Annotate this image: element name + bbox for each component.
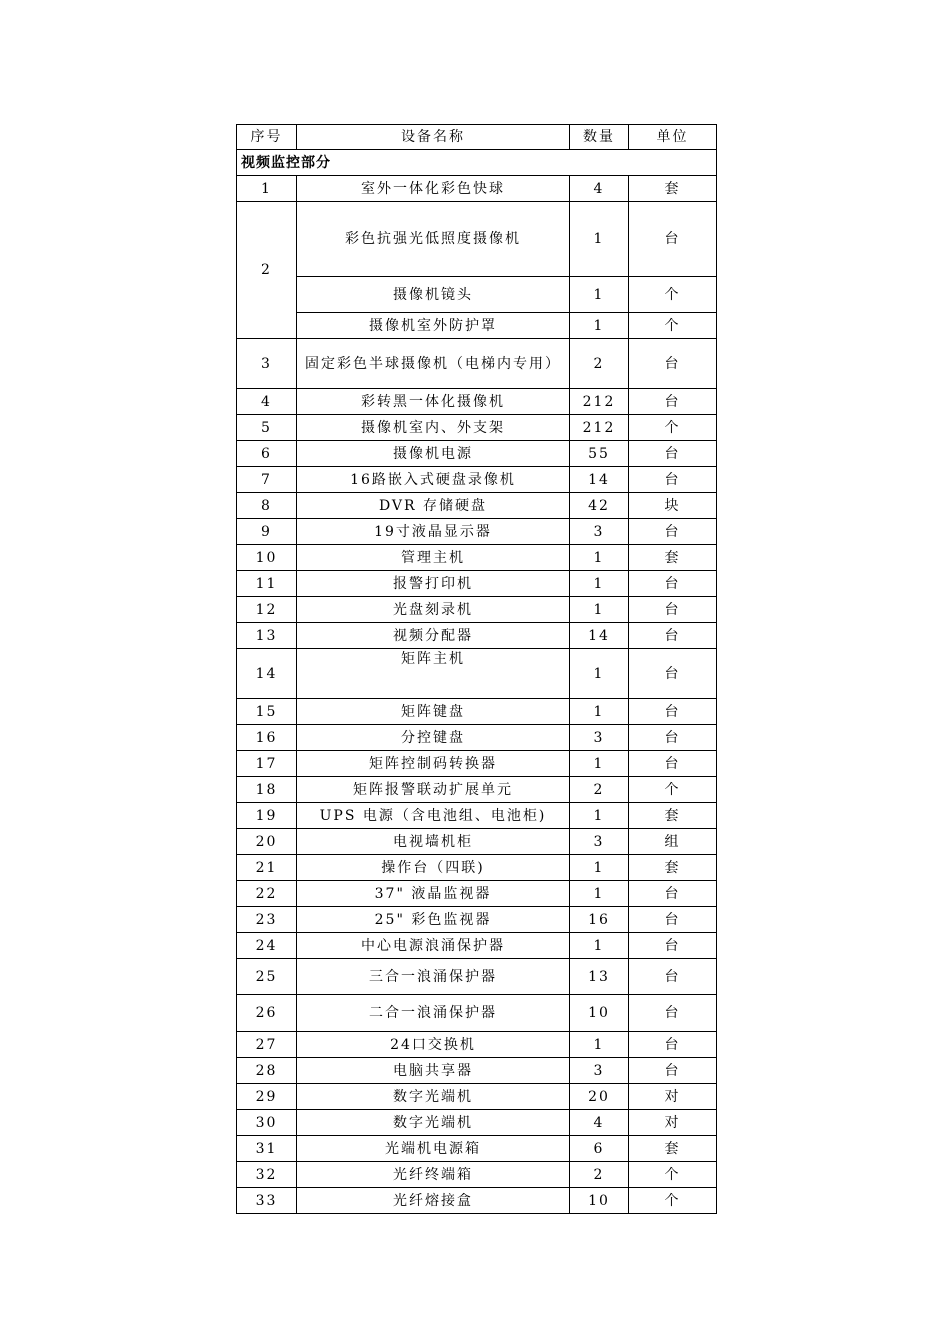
cell-no: 31 [237,1136,297,1162]
cell-name: 37" 液晶监视器 [297,881,570,907]
table-row [237,1084,717,1110]
cell-no: 6 [237,441,297,467]
cell-no: 28 [237,1058,297,1084]
cell-unit: 台 [629,959,717,995]
cell-name: 电脑共享器 [297,1058,570,1084]
table-row [237,1058,717,1084]
table-row [237,623,717,649]
cell-unit: 组 [629,829,717,855]
cell-no: 27 [237,1032,297,1058]
table-row [237,313,717,339]
cell-no: 21 [237,855,297,881]
cell-unit: 对 [629,1110,717,1136]
table-row [237,933,717,959]
cell-qty: 1 [570,571,629,597]
cell-qty: 1 [570,881,629,907]
cell-no: 19 [237,803,297,829]
cell-qty: 4 [570,176,629,202]
cell-unit: 套 [629,803,717,829]
cell-qty: 10 [570,1188,629,1214]
table-row [237,881,717,907]
cell-no: 33 [237,1188,297,1214]
cell-qty: 1 [570,1032,629,1058]
cell-no: 5 [237,415,297,441]
cell-no: 23 [237,907,297,933]
cell-qty: 1 [570,751,629,777]
header-name: 设备名称 [297,125,570,150]
cell-unit: 块 [629,493,717,519]
table-row [237,777,717,803]
table-row [237,1110,717,1136]
cell-qty: 14 [570,467,629,493]
table-row [237,803,717,829]
cell-qty: 10 [570,995,629,1032]
cell-unit: 台 [629,623,717,649]
cell-name: 分控键盘 [297,725,570,751]
cell-name: 16路嵌入式硬盘录像机 [297,467,570,493]
cell-no: 29 [237,1084,297,1110]
table-row [237,725,717,751]
cell-qty: 1 [570,803,629,829]
cell-qty: 212 [570,415,629,441]
cell-unit: 台 [629,571,717,597]
cell-qty: 3 [570,829,629,855]
cell-name: 二合一浪涌保护器 [297,995,570,1032]
cell-name: 矩阵控制码转换器 [297,751,570,777]
cell-no: 17 [237,751,297,777]
cell-unit: 个 [629,277,717,313]
cell-no: 32 [237,1162,297,1188]
cell-name: 室外一体化彩色快球 [297,176,570,202]
table-row [237,1188,717,1214]
cell-unit: 个 [629,1188,717,1214]
cell-unit: 台 [629,467,717,493]
cell-unit: 个 [629,313,717,339]
cell-unit: 个 [629,777,717,803]
cell-name: 摄像机电源 [297,441,570,467]
cell-no: 30 [237,1110,297,1136]
cell-unit: 套 [629,545,717,571]
cell-unit: 台 [629,649,717,699]
cell-qty: 1 [570,649,629,699]
cell-unit: 台 [629,725,717,751]
cell-name: 矩阵主机 [297,649,570,699]
cell-no: 8 [237,493,297,519]
cell-unit: 台 [629,519,717,545]
cell-qty: 212 [570,389,629,415]
cell-name: 彩色抗强光低照度摄像机 [297,202,570,277]
cell-name: 矩阵键盘 [297,699,570,725]
cell-unit: 台 [629,699,717,725]
cell-name: 摄像机室内、外支架 [297,415,570,441]
cell-unit: 台 [629,907,717,933]
cell-qty: 55 [570,441,629,467]
cell-qty: 3 [570,519,629,545]
cell-name: 报警打印机 [297,571,570,597]
cell-name: 光端机电源箱 [297,1136,570,1162]
cell-qty: 42 [570,493,629,519]
cell-unit: 套 [629,855,717,881]
cell-unit: 个 [629,1162,717,1188]
cell-unit: 台 [629,881,717,907]
table-row [237,441,717,467]
cell-name: 中心电源浪涌保护器 [297,933,570,959]
table-row [237,907,717,933]
cell-name: 摄像机镜头 [297,277,570,313]
table-row [237,545,717,571]
cell-name: 矩阵报警联动扩展单元 [297,777,570,803]
table-row [237,277,717,313]
cell-qty: 2 [570,777,629,803]
cell-name: 光盘刻录机 [297,597,570,623]
cell-name: 三合一浪涌保护器 [297,959,570,995]
cell-qty: 1 [570,277,629,313]
cell-name: 数字光端机 [297,1110,570,1136]
cell-unit: 台 [629,1058,717,1084]
table-row [237,339,717,389]
table-header-row [237,125,717,150]
cell-name: DVR 存储硬盘 [297,493,570,519]
cell-qty: 1 [570,313,629,339]
table-row [237,855,717,881]
cell-qty: 4 [570,1110,629,1136]
cell-unit: 台 [629,202,717,277]
cell-name: 19寸液晶显示器 [297,519,570,545]
cell-qty: 6 [570,1136,629,1162]
cell-no: 25 [237,959,297,995]
cell-qty: 3 [570,1058,629,1084]
table-row [237,1136,717,1162]
table-row [237,519,717,545]
cell-qty: 1 [570,545,629,571]
table-row [237,699,717,725]
table-row [237,1162,717,1188]
table-row [237,467,717,493]
cell-no: 24 [237,933,297,959]
cell-qty: 20 [570,1084,629,1110]
cell-no: 12 [237,597,297,623]
table-row [237,1032,717,1058]
cell-name: 操作台（四联) [297,855,570,881]
table-body [237,176,717,1214]
cell-name: 数字光端机 [297,1084,570,1110]
cell-qty: 13 [570,959,629,995]
cell-unit: 台 [629,389,717,415]
cell-name: 25" 彩色监视器 [297,907,570,933]
cell-qty: 1 [570,699,629,725]
table-row [237,597,717,623]
equipment-table [236,124,717,1214]
cell-no: 13 [237,623,297,649]
table-row [237,571,717,597]
cell-no: 4 [237,389,297,415]
cell-unit: 台 [629,441,717,467]
table-row [237,389,717,415]
cell-name: 摄像机室外防护罩 [297,313,570,339]
cell-unit: 个 [629,415,717,441]
cell-name: 24口交换机 [297,1032,570,1058]
cell-no: 1 [237,176,297,202]
cell-no: 7 [237,467,297,493]
cell-unit: 套 [629,1136,717,1162]
cell-unit: 台 [629,933,717,959]
table-row [237,176,717,202]
cell-qty: 16 [570,907,629,933]
cell-qty: 1 [570,202,629,277]
section-title: 视频监控部分 [237,150,717,176]
header-unit: 单位 [629,125,717,150]
cell-unit: 台 [629,995,717,1032]
table-row [237,649,717,699]
cell-name: 光纤终端箱 [297,1162,570,1188]
cell-no: 3 [237,339,297,389]
cell-no: 26 [237,995,297,1032]
cell-name: 彩转黑一体化摄像机 [297,389,570,415]
table-row [237,751,717,777]
cell-no: 15 [237,699,297,725]
header-no: 序号 [237,125,297,150]
table-row [237,959,717,995]
cell-name: 管理主机 [297,545,570,571]
cell-no: 9 [237,519,297,545]
cell-qty: 1 [570,933,629,959]
cell-unit: 台 [629,751,717,777]
cell-unit: 台 [629,1032,717,1058]
cell-unit: 对 [629,1084,717,1110]
cell-no: 11 [237,571,297,597]
cell-name: 固定彩色半球摄像机（电梯内专用） [297,339,570,389]
cell-qty: 14 [570,623,629,649]
table-row [237,995,717,1032]
cell-unit: 台 [629,339,717,389]
table-row [237,415,717,441]
cell-no: 22 [237,881,297,907]
cell-unit: 台 [629,597,717,623]
cell-name: 视频分配器 [297,623,570,649]
cell-no: 18 [237,777,297,803]
cell-unit: 套 [629,176,717,202]
table-row [237,493,717,519]
cell-name: 光纤熔接盒 [297,1188,570,1214]
cell-qty: 2 [570,339,629,389]
cell-qty: 3 [570,725,629,751]
cell-qty: 1 [570,597,629,623]
cell-qty: 2 [570,1162,629,1188]
section-row [237,150,717,176]
cell-name: UPS 电源（含电池组、电池柜) [297,803,570,829]
table-row [237,829,717,855]
table-row [237,202,717,277]
cell-no: 16 [237,725,297,751]
cell-name: 电视墙机柜 [297,829,570,855]
cell-no: 2 [237,202,297,339]
cell-no: 20 [237,829,297,855]
header-qty: 数量 [570,125,629,150]
cell-no: 10 [237,545,297,571]
cell-no: 14 [237,649,297,699]
cell-qty: 1 [570,855,629,881]
